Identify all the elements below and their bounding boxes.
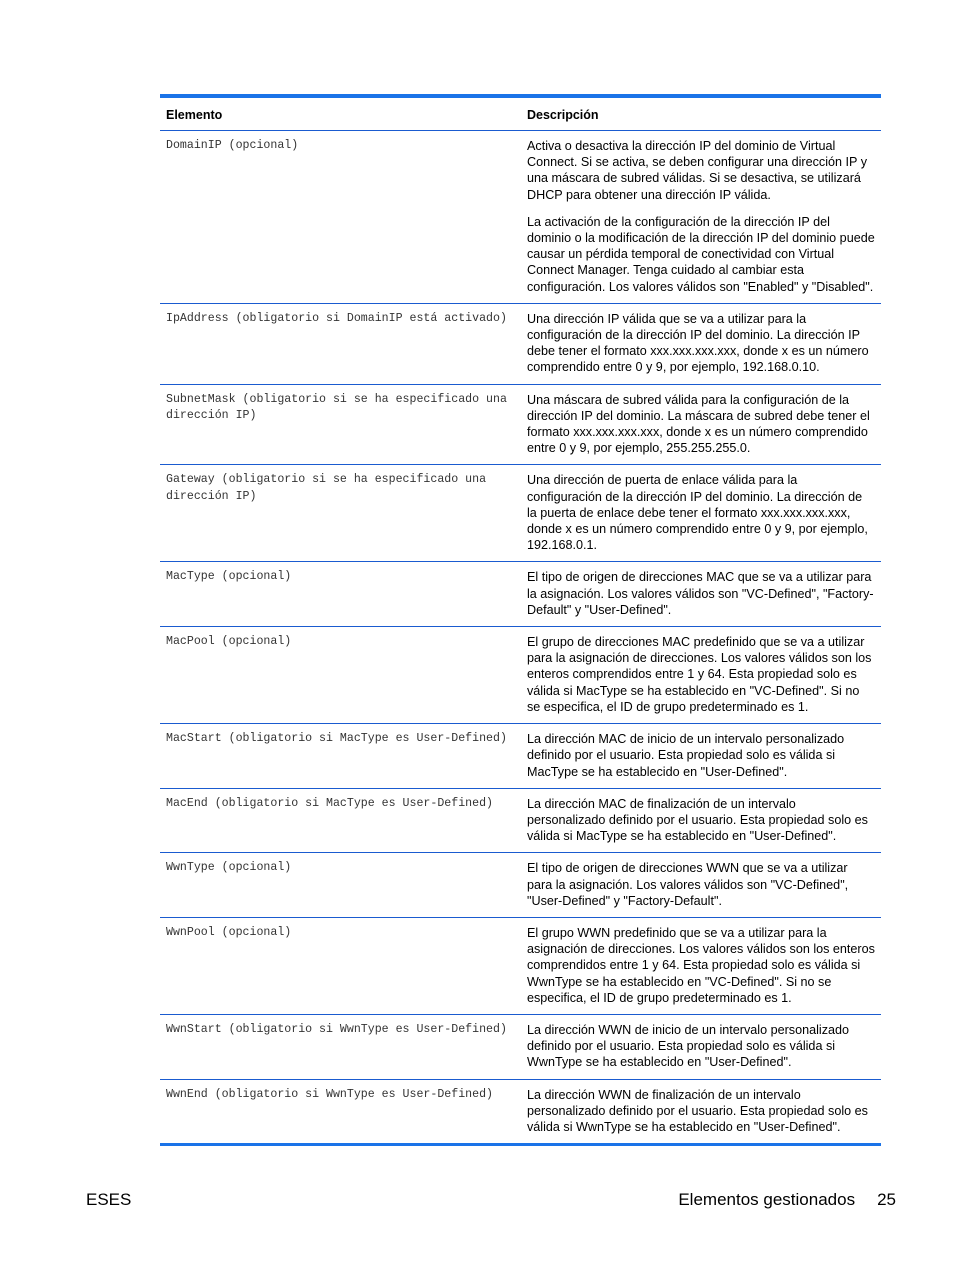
footer-section-title: Elementos gestionados	[678, 1190, 856, 1209]
footer-language-code: ESES	[86, 1190, 132, 1209]
element-description-cell	[521, 853, 881, 918]
footer-page-number: 25	[877, 1190, 896, 1209]
description-paragraph: El grupo WWN predefinido que se va a utilizar para la asignación de direcciones. Los valores válidos son los enteros comprendidos entre 1 y 64. Esta propiedad solo es válida si WwnType se ha establecido en "VC-Defined". Si no se especifica, el ID de grupo predeterminado es 1.	[527, 925, 875, 1005]
element-name-cell: MacEnd (obligatorio si MacType es User-Defined)	[160, 788, 521, 853]
element-description-cell	[521, 384, 881, 465]
element-name-cell: WwnEnd (obligatorio si WwnType es User-Defined)	[160, 1079, 521, 1145]
table-row	[160, 131, 881, 304]
element-name-cell: MacStart (obligatorio si MacType es User-Defined)	[160, 724, 521, 789]
table-body	[160, 131, 881, 1145]
element-name-cell: Gateway (obligatorio si se ha especificado una dirección IP)	[160, 465, 521, 562]
table-row	[160, 724, 881, 789]
element-name-cell: WwnStart (obligatorio si WwnType es User-Defined)	[160, 1014, 521, 1079]
table-row	[160, 853, 881, 918]
table-row	[160, 627, 881, 724]
element-description-cell	[521, 917, 881, 1014]
element-description-cell	[521, 788, 881, 853]
table-row	[160, 384, 881, 465]
table-header-row	[160, 96, 881, 131]
description-paragraph: La activación de la configuración de la dirección IP del dominio o la modificación de la dirección IP del dominio puede causar un pérdida temporal de conectividad con Virtual Connect Manager. Tenga cuidado al cambiar esta configuración. Los valores válidos son "Enabled" y "Disabled".	[527, 214, 875, 294]
element-name-cell: WwnType (opcional)	[160, 853, 521, 918]
element-description-cell	[521, 1014, 881, 1079]
element-name-cell: MacType (opcional)	[160, 562, 521, 627]
table-row	[160, 917, 881, 1014]
element-description-cell	[521, 724, 881, 789]
description-paragraph: El tipo de origen de direcciones MAC que se va a utilizar para la asignación. Los valores válidos son "VC-Defined", "Factory-Default" y "User-Defined".	[527, 570, 874, 617]
element-description-cell	[521, 465, 881, 562]
element-name-cell: DomainIP (opcional)	[160, 131, 521, 304]
table-row	[160, 465, 881, 562]
table-row	[160, 1014, 881, 1079]
table-row	[160, 1079, 881, 1145]
description-paragraph: El tipo de origen de direcciones WWN que se va a utilizar para la asignación. Los valores válidos son "VC-Defined", "User-Defined" y "Factory-Default".	[527, 861, 849, 908]
table-row	[160, 562, 881, 627]
element-name-cell: SubnetMask (obligatorio si se ha especificado una dirección IP)	[160, 384, 521, 465]
element-description-cell	[521, 131, 881, 304]
description-paragraph: El grupo de direcciones MAC predefinido que se va a utilizar para la asignación de direcciones. Los valores válidos son los enteros comprendidos entre 1 y 64. Esta propiedad solo es válida si MacType se ha establecido en "VC-Defined". Si no se especifica, el ID de grupo predeterminado es 1.	[527, 635, 872, 714]
description-paragraph: Una dirección IP válida que se va a utilizar para la configuración de la dirección IP del dominio. La dirección IP debe tener el formato xxx.xxx.xxx.xxx, donde x es un número comprendido entre 0 y 9, por ejemplo, 192.168.0.10.	[527, 311, 869, 375]
element-name-cell: IpAddress (obligatorio si DomainIP está activado)	[160, 303, 521, 384]
element-description-cell	[521, 562, 881, 627]
element-name-cell: MacPool (opcional)	[160, 627, 521, 724]
description-paragraph: La dirección WWN de finalización de un intervalo personalizado definido por el usuario. Esta propiedad solo es válida si WwnType se ha establecido en "User-Defined".	[527, 1087, 868, 1134]
description-paragraph: Una máscara de subred válida para la configuración de la dirección IP del dominio. La máscara de subred debe tener el formato xxx.xxx.xxx.xxx, donde x es un número comprendido entre 0 y 9, por ejemplo, 255.255.255.0.	[527, 392, 870, 456]
description-paragraph: Una dirección de puerta de enlace válida para la configuración de la dirección IP del dominio. La dirección de la puerta de enlace debe tener el formato xxx.xxx.xxx.xxx, donde x es un número comprendido entre 0 y 9, por ejemplo, 192.168.0.1.	[527, 473, 868, 553]
table-row	[160, 788, 881, 853]
table-row	[160, 303, 881, 384]
description-paragraph: La dirección WWN de inicio de un intervalo personalizado definido por el usuario. Esta propiedad solo es válida si WwnType se ha establecido en "User-Defined".	[527, 1022, 850, 1070]
managed-elements-table-container	[160, 94, 881, 1146]
header-element: Elemento	[160, 96, 521, 131]
element-description-cell	[521, 1079, 881, 1145]
element-description-cell	[521, 303, 881, 384]
footer-page-info	[678, 1190, 896, 1210]
description-paragraph: La dirección MAC de finalización de un intervalo personalizado definido por el usuario. Esta propiedad solo es válida si MacType se ha establecido en "User-Defined".	[527, 796, 868, 844]
description-paragraph: Activa o desactiva la dirección IP del dominio de Virtual Connect. Si se activa, se deben configurar una dirección IP y una máscara de subred válidas. Si se desactiva, se utilizará DHCP para obtener una dirección IP válida.	[527, 139, 867, 202]
element-name-cell: WwnPool (opcional)	[160, 917, 521, 1014]
managed-elements-table	[160, 94, 881, 1146]
table-header	[160, 96, 881, 131]
description-paragraph: La dirección MAC de inicio de un intervalo personalizado definido por el usuario. Esta propiedad solo es válida si MacType se ha establecido en "User-Defined".	[527, 732, 845, 779]
header-description: Descripción	[521, 96, 881, 131]
element-description-cell	[521, 627, 881, 724]
